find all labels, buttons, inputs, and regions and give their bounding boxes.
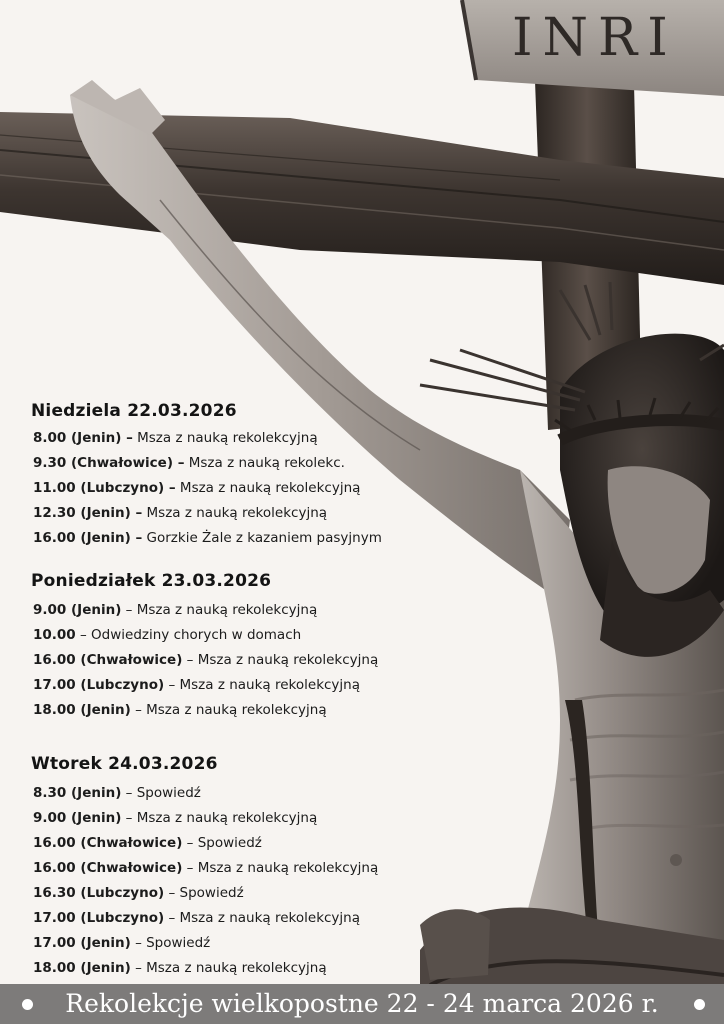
inri-text: INRI: [512, 8, 678, 68]
schedule-entry: 10.00 – Odwiedziny chorych w domach: [33, 627, 302, 643]
schedule-entry: 18.00 (Jenin) – Msza z nauką rekolekcyjną: [33, 702, 327, 718]
schedule-entry: 12.30 (Jenin) – Msza z nauką rekolekcyjną: [33, 505, 328, 521]
footer-banner: [0, 984, 724, 1024]
schedule-entry: 16.00 (Chwałowice) – Msza z nauką rekolekcyjną: [33, 652, 379, 668]
schedule-entry: 17.00 (Jenin) – Spowiedź: [33, 935, 211, 951]
schedule-entry: 8.00 (Jenin) – Msza z nauką rekolekcyjną: [33, 430, 318, 446]
schedule-entry: 16.00 (Chwałowice) – Msza z nauką rekolekcyjną: [33, 860, 379, 876]
schedule-entry: 16.00 (Chwałowice) – Spowiedź: [33, 835, 262, 851]
schedule-entry: 18.00 (Jenin) – Msza z nauką rekolekcyjną: [33, 960, 327, 976]
schedule-entry: 17.00 (Lubczyno) – Msza z nauką rekolekcyjną: [33, 910, 361, 926]
day-heading-monday: Poniedziałek 23.03.2026: [31, 571, 272, 591]
schedule-entry: 17.00 (Lubczyno) – Msza z nauką rekolekcyjną: [33, 677, 361, 693]
bullet-dot-icon: [694, 999, 705, 1010]
schedule-entry: 16.00 (Jenin) – Gorzkie Żale z kazaniem pasyjnym: [33, 530, 382, 546]
schedule-entry: 9.30 (Chwałowice) – Msza z nauką rekolekc.: [33, 455, 345, 471]
schedule-entry: 9.00 (Jenin) – Msza z nauką rekolekcyjną: [33, 602, 318, 618]
schedule-entry: 16.30 (Lubczyno) – Spowiedź: [33, 885, 244, 901]
day-heading-tuesday: Wtorek 24.03.2026: [31, 754, 218, 774]
day-heading-sunday: Niedziela 22.03.2026: [31, 401, 237, 421]
footer-title: Rekolekcje wielkopostne 22 - 24 marca 2026 r.: [65, 989, 659, 1018]
schedule-entry: 8.30 (Jenin) – Spowiedź: [33, 785, 201, 801]
schedule-entry: 9.00 (Jenin) – Msza z nauką rekolekcyjną: [33, 810, 318, 826]
schedule-entry: 11.00 (Lubczyno) – Msza z nauką rekolekcyjną: [33, 480, 361, 496]
